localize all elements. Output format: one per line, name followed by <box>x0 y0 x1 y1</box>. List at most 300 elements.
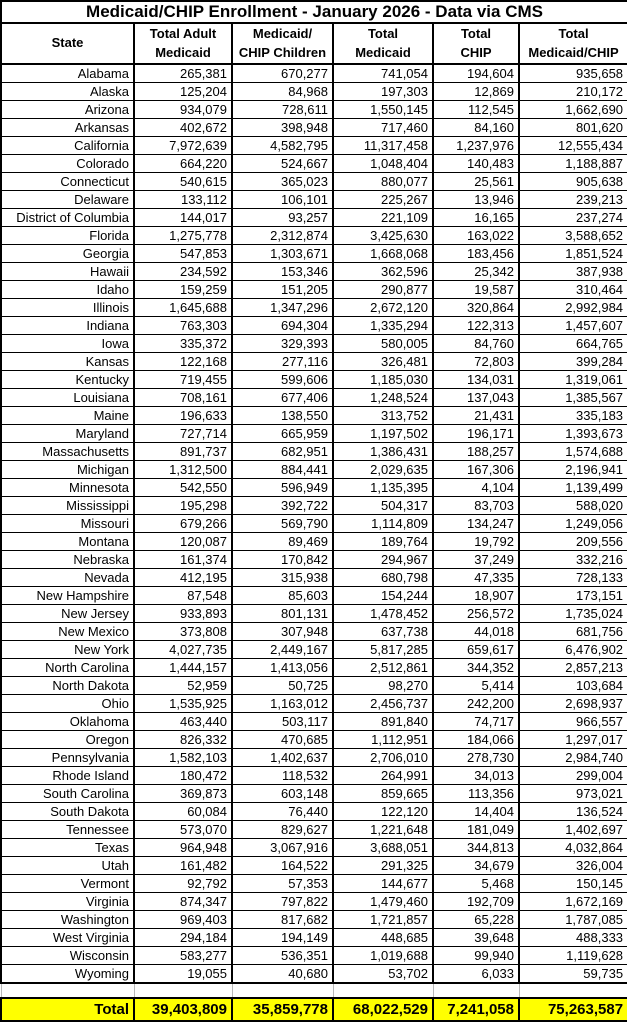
value-cell: 588,020 <box>519 497 627 515</box>
value-cell: 1,582,103 <box>134 749 232 767</box>
value-cell: 1,119,628 <box>519 947 627 965</box>
value-cell: 103,684 <box>519 677 627 695</box>
value-cell: 44,018 <box>433 623 519 641</box>
value-cell: 221,109 <box>333 209 433 227</box>
value-cell: 547,853 <box>134 245 232 263</box>
table-row <box>1 191 627 209</box>
table-row <box>1 659 627 677</box>
table-row <box>1 695 627 713</box>
state-cell: New Mexico <box>1 623 134 641</box>
table-row <box>1 785 627 803</box>
value-cell: 2,196,941 <box>519 461 627 479</box>
value-cell: 1,019,688 <box>333 947 433 965</box>
value-cell: 1,188,887 <box>519 155 627 173</box>
value-cell: 74,717 <box>433 713 519 731</box>
value-cell: 299,004 <box>519 767 627 785</box>
value-cell: 1,347,296 <box>232 299 333 317</box>
state-cell: Alabama <box>1 64 134 83</box>
value-cell: 874,347 <box>134 893 232 911</box>
value-cell: 150,145 <box>519 875 627 893</box>
value-cell: 5,817,285 <box>333 641 433 659</box>
state-cell: Delaware <box>1 191 134 209</box>
value-cell: 163,022 <box>433 227 519 245</box>
state-cell: South Dakota <box>1 803 134 821</box>
value-cell: 2,706,010 <box>333 749 433 767</box>
value-cell: 138,550 <box>232 407 333 425</box>
value-cell: 84,160 <box>433 119 519 137</box>
state-cell: Tennessee <box>1 821 134 839</box>
value-cell: 144,677 <box>333 875 433 893</box>
table-row <box>1 893 627 911</box>
table-row <box>1 389 627 407</box>
value-cell: 98,270 <box>333 677 433 695</box>
value-cell: 151,205 <box>232 281 333 299</box>
value-cell: 679,266 <box>134 515 232 533</box>
value-cell: 264,991 <box>333 767 433 785</box>
value-cell: 797,822 <box>232 893 333 911</box>
value-cell: 47,335 <box>433 569 519 587</box>
table-row <box>1 425 627 443</box>
value-cell: 294,184 <box>134 929 232 947</box>
state-cell: North Carolina <box>1 659 134 677</box>
table-row <box>1 533 627 551</box>
table-row <box>1 929 627 947</box>
value-cell: 596,949 <box>232 479 333 497</box>
value-cell: 167,306 <box>433 461 519 479</box>
value-cell: 719,455 <box>134 371 232 389</box>
value-cell: 242,200 <box>433 695 519 713</box>
value-cell: 2,312,874 <box>232 227 333 245</box>
table-row <box>1 569 627 587</box>
table-row <box>1 335 627 353</box>
value-cell: 134,031 <box>433 371 519 389</box>
value-cell: 173,151 <box>519 587 627 605</box>
total-value-cell: 68,022,529 <box>333 998 433 1021</box>
value-cell: 728,133 <box>519 569 627 587</box>
table-row <box>1 749 627 767</box>
spacer-cell <box>519 983 627 998</box>
total-row <box>1 998 627 1021</box>
value-cell: 859,665 <box>333 785 433 803</box>
value-cell: 87,548 <box>134 587 232 605</box>
value-cell: 933,893 <box>134 605 232 623</box>
value-cell: 387,938 <box>519 263 627 281</box>
value-cell: 344,352 <box>433 659 519 677</box>
value-cell: 580,005 <box>333 335 433 353</box>
value-cell: 19,055 <box>134 965 232 984</box>
value-cell: 665,959 <box>232 425 333 443</box>
value-cell: 93,257 <box>232 209 333 227</box>
value-cell: 398,948 <box>232 119 333 137</box>
state-cell: Ohio <box>1 695 134 713</box>
value-cell: 680,798 <box>333 569 433 587</box>
value-cell: 5,468 <box>433 875 519 893</box>
value-cell: 717,460 <box>333 119 433 137</box>
value-cell: 2,672,120 <box>333 299 433 317</box>
value-cell: 50,725 <box>232 677 333 695</box>
value-cell: 72,803 <box>433 353 519 371</box>
value-cell: 12,555,434 <box>519 137 627 155</box>
total-value-cell: 39,403,809 <box>134 998 232 1021</box>
value-cell: 326,004 <box>519 857 627 875</box>
value-cell: 332,216 <box>519 551 627 569</box>
value-cell: 1,735,024 <box>519 605 627 623</box>
value-cell: 133,112 <box>134 191 232 209</box>
value-cell: 536,351 <box>232 947 333 965</box>
header-row <box>1 23 627 64</box>
value-cell: 708,161 <box>134 389 232 407</box>
value-cell: 964,948 <box>134 839 232 857</box>
value-cell: 159,259 <box>134 281 232 299</box>
value-cell: 682,951 <box>232 443 333 461</box>
state-cell: Oklahoma <box>1 713 134 731</box>
value-cell: 2,029,635 <box>333 461 433 479</box>
state-cell: Virginia <box>1 893 134 911</box>
state-cell: Iowa <box>1 335 134 353</box>
value-cell: 344,813 <box>433 839 519 857</box>
value-cell: 136,524 <box>519 803 627 821</box>
table-row <box>1 227 627 245</box>
value-cell: 1,721,857 <box>333 911 433 929</box>
value-cell: 189,764 <box>333 533 433 551</box>
value-cell: 290,877 <box>333 281 433 299</box>
table-row <box>1 245 627 263</box>
value-cell: 197,303 <box>333 83 433 101</box>
value-cell: 1,457,607 <box>519 317 627 335</box>
total-label-cell: Total <box>1 998 134 1021</box>
state-cell: Indiana <box>1 317 134 335</box>
state-cell: Mississippi <box>1 497 134 515</box>
column-header-total-chip: Total CHIP <box>433 23 519 64</box>
value-cell: 196,171 <box>433 425 519 443</box>
value-cell: 313,752 <box>333 407 433 425</box>
value-cell: 329,393 <box>232 335 333 353</box>
value-cell: 210,172 <box>519 83 627 101</box>
value-cell: 741,054 <box>333 64 433 83</box>
value-cell: 2,857,213 <box>519 659 627 677</box>
state-cell: South Carolina <box>1 785 134 803</box>
state-cell: New Hampshire <box>1 587 134 605</box>
state-cell: New York <box>1 641 134 659</box>
total-value-cell: 7,241,058 <box>433 998 519 1021</box>
value-cell: 1,672,169 <box>519 893 627 911</box>
value-cell: 1,112,951 <box>333 731 433 749</box>
value-cell: 59,735 <box>519 965 627 984</box>
value-cell: 1,393,673 <box>519 425 627 443</box>
table-row <box>1 713 627 731</box>
value-cell: 599,606 <box>232 371 333 389</box>
value-cell: 694,304 <box>232 317 333 335</box>
value-cell: 973,021 <box>519 785 627 803</box>
value-cell: 277,116 <box>232 353 333 371</box>
value-cell: 37,249 <box>433 551 519 569</box>
value-cell: 89,469 <box>232 533 333 551</box>
value-cell: 16,165 <box>433 209 519 227</box>
state-cell: Alaska <box>1 83 134 101</box>
value-cell: 373,808 <box>134 623 232 641</box>
value-cell: 826,332 <box>134 731 232 749</box>
value-cell: 362,596 <box>333 263 433 281</box>
value-cell: 122,168 <box>134 353 232 371</box>
value-cell: 402,672 <box>134 119 232 137</box>
value-cell: 365,023 <box>232 173 333 191</box>
table-row <box>1 479 627 497</box>
value-cell: 1,249,056 <box>519 515 627 533</box>
value-cell: 291,325 <box>333 857 433 875</box>
state-cell: Illinois <box>1 299 134 317</box>
table-row <box>1 119 627 137</box>
value-cell: 194,604 <box>433 64 519 83</box>
value-cell: 1,312,500 <box>134 461 232 479</box>
table-row <box>1 641 627 659</box>
value-cell: 1,237,976 <box>433 137 519 155</box>
table-row <box>1 965 627 984</box>
value-cell: 122,120 <box>333 803 433 821</box>
value-cell: 122,313 <box>433 317 519 335</box>
value-cell: 335,372 <box>134 335 232 353</box>
table-row <box>1 803 627 821</box>
state-cell: Vermont <box>1 875 134 893</box>
total-value-cell: 75,263,587 <box>519 998 627 1021</box>
value-cell: 196,633 <box>134 407 232 425</box>
state-cell: Rhode Island <box>1 767 134 785</box>
state-cell: Connecticut <box>1 173 134 191</box>
value-cell: 6,033 <box>433 965 519 984</box>
value-cell: 180,472 <box>134 767 232 785</box>
value-cell: 1,248,524 <box>333 389 433 407</box>
value-cell: 1,197,502 <box>333 425 433 443</box>
value-cell: 728,611 <box>232 101 333 119</box>
column-header-state: State <box>1 23 134 64</box>
table-row <box>1 911 627 929</box>
table-row <box>1 731 627 749</box>
state-cell: Maryland <box>1 425 134 443</box>
value-cell: 1,535,925 <box>134 695 232 713</box>
value-cell: 140,483 <box>433 155 519 173</box>
value-cell: 1,402,637 <box>232 749 333 767</box>
value-cell: 237,274 <box>519 209 627 227</box>
value-cell: 1,668,068 <box>333 245 433 263</box>
state-cell: Arizona <box>1 101 134 119</box>
value-cell: 183,456 <box>433 245 519 263</box>
value-cell: 573,070 <box>134 821 232 839</box>
state-cell: Montana <box>1 533 134 551</box>
value-cell: 83,703 <box>433 497 519 515</box>
value-cell: 184,066 <box>433 731 519 749</box>
table-row <box>1 155 627 173</box>
value-cell: 5,414 <box>433 677 519 695</box>
value-cell: 664,765 <box>519 335 627 353</box>
value-cell: 1,444,157 <box>134 659 232 677</box>
value-cell: 170,842 <box>232 551 333 569</box>
value-cell: 39,648 <box>433 929 519 947</box>
value-cell: 161,482 <box>134 857 232 875</box>
value-cell: 524,667 <box>232 155 333 173</box>
value-cell: 307,948 <box>232 623 333 641</box>
total-value-cell: 35,859,778 <box>232 998 333 1021</box>
value-cell: 463,440 <box>134 713 232 731</box>
value-cell: 112,545 <box>433 101 519 119</box>
value-cell: 106,101 <box>232 191 333 209</box>
value-cell: 1,662,690 <box>519 101 627 119</box>
value-cell: 1,139,499 <box>519 479 627 497</box>
value-cell: 1,851,524 <box>519 245 627 263</box>
table-row <box>1 497 627 515</box>
value-cell: 670,277 <box>232 64 333 83</box>
state-cell: North Dakota <box>1 677 134 695</box>
value-cell: 801,131 <box>232 605 333 623</box>
value-cell: 3,425,630 <box>333 227 433 245</box>
state-cell: Louisiana <box>1 389 134 407</box>
table-row <box>1 605 627 623</box>
value-cell: 884,441 <box>232 461 333 479</box>
table-row <box>1 839 627 857</box>
value-cell: 25,342 <box>433 263 519 281</box>
value-cell: 1,048,404 <box>333 155 433 173</box>
state-cell: Nebraska <box>1 551 134 569</box>
table-row <box>1 587 627 605</box>
spacer-cell <box>1 983 134 998</box>
value-cell: 278,730 <box>433 749 519 767</box>
value-cell: 2,456,737 <box>333 695 433 713</box>
state-cell: Hawaii <box>1 263 134 281</box>
value-cell: 14,404 <box>433 803 519 821</box>
value-cell: 966,557 <box>519 713 627 731</box>
table-row <box>1 767 627 785</box>
value-cell: 677,406 <box>232 389 333 407</box>
value-cell: 209,556 <box>519 533 627 551</box>
value-cell: 659,617 <box>433 641 519 659</box>
value-cell: 935,658 <box>519 64 627 83</box>
state-cell: West Virginia <box>1 929 134 947</box>
table-row <box>1 317 627 335</box>
value-cell: 19,587 <box>433 281 519 299</box>
value-cell: 727,714 <box>134 425 232 443</box>
table-row <box>1 515 627 533</box>
value-cell: 76,440 <box>232 803 333 821</box>
state-cell: California <box>1 137 134 155</box>
value-cell: 84,968 <box>232 83 333 101</box>
value-cell: 880,077 <box>333 173 433 191</box>
value-cell: 1,386,431 <box>333 443 433 461</box>
value-cell: 1,574,688 <box>519 443 627 461</box>
value-cell: 21,431 <box>433 407 519 425</box>
state-cell: Washington <box>1 911 134 929</box>
table-row <box>1 371 627 389</box>
value-cell: 1,275,778 <box>134 227 232 245</box>
value-cell: 120,087 <box>134 533 232 551</box>
value-cell: 320,864 <box>433 299 519 317</box>
table-row <box>1 299 627 317</box>
state-cell: Arkansas <box>1 119 134 137</box>
value-cell: 154,244 <box>333 587 433 605</box>
value-cell: 664,220 <box>134 155 232 173</box>
table-row <box>1 101 627 119</box>
value-cell: 1,787,085 <box>519 911 627 929</box>
column-header-total-medicaid-chip: Total Medicaid/CHIP <box>519 23 627 64</box>
value-cell: 99,940 <box>433 947 519 965</box>
value-cell: 164,522 <box>232 857 333 875</box>
value-cell: 448,685 <box>333 929 433 947</box>
table-row <box>1 353 627 371</box>
value-cell: 503,117 <box>232 713 333 731</box>
spacer-cell <box>333 983 433 998</box>
value-cell: 118,532 <box>232 767 333 785</box>
value-cell: 65,228 <box>433 911 519 929</box>
value-cell: 829,627 <box>232 821 333 839</box>
value-cell: 7,972,639 <box>134 137 232 155</box>
value-cell: 583,277 <box>134 947 232 965</box>
value-cell: 504,317 <box>333 497 433 515</box>
spacer-cell <box>433 983 519 998</box>
value-cell: 2,984,740 <box>519 749 627 767</box>
table-row <box>1 407 627 425</box>
value-cell: 1,413,056 <box>232 659 333 677</box>
value-cell: 1,221,648 <box>333 821 433 839</box>
value-cell: 3,688,051 <box>333 839 433 857</box>
value-cell: 603,148 <box>232 785 333 803</box>
value-cell: 161,374 <box>134 551 232 569</box>
state-cell: Oregon <box>1 731 134 749</box>
value-cell: 681,756 <box>519 623 627 641</box>
value-cell: 12,869 <box>433 83 519 101</box>
value-cell: 412,195 <box>134 569 232 587</box>
state-cell: Florida <box>1 227 134 245</box>
value-cell: 144,017 <box>134 209 232 227</box>
state-cell: Wisconsin <box>1 947 134 965</box>
table-row <box>1 677 627 695</box>
state-cell: Pennsylvania <box>1 749 134 767</box>
value-cell: 1,185,030 <box>333 371 433 389</box>
table-row <box>1 209 627 227</box>
value-cell: 11,317,458 <box>333 137 433 155</box>
value-cell: 2,992,984 <box>519 299 627 317</box>
table-row <box>1 947 627 965</box>
state-cell: Kentucky <box>1 371 134 389</box>
spacer-row <box>1 983 627 998</box>
value-cell: 1,550,145 <box>333 101 433 119</box>
value-cell: 540,615 <box>134 173 232 191</box>
value-cell: 891,737 <box>134 443 232 461</box>
value-cell: 1,335,294 <box>333 317 433 335</box>
table-row <box>1 137 627 155</box>
value-cell: 195,298 <box>134 497 232 515</box>
value-cell: 181,049 <box>433 821 519 839</box>
value-cell: 225,267 <box>333 191 433 209</box>
table-row <box>1 857 627 875</box>
value-cell: 310,464 <box>519 281 627 299</box>
value-cell: 4,027,735 <box>134 641 232 659</box>
value-cell: 194,149 <box>232 929 333 947</box>
value-cell: 369,873 <box>134 785 232 803</box>
value-cell: 13,946 <box>433 191 519 209</box>
table-row <box>1 83 627 101</box>
column-header-total-adult-medicaid: Total Adult Medicaid <box>134 23 232 64</box>
value-cell: 188,257 <box>433 443 519 461</box>
value-cell: 1,319,061 <box>519 371 627 389</box>
value-cell: 637,738 <box>333 623 433 641</box>
value-cell: 2,698,937 <box>519 695 627 713</box>
state-cell: Minnesota <box>1 479 134 497</box>
value-cell: 137,043 <box>433 389 519 407</box>
value-cell: 4,104 <box>433 479 519 497</box>
value-cell: 52,959 <box>134 677 232 695</box>
value-cell: 134,247 <box>433 515 519 533</box>
state-cell: Georgia <box>1 245 134 263</box>
table-title: Medicaid/CHIP Enrollment - January 2026 - Data via CMS <box>1 1 627 23</box>
value-cell: 1,645,688 <box>134 299 232 317</box>
state-cell: Nevada <box>1 569 134 587</box>
